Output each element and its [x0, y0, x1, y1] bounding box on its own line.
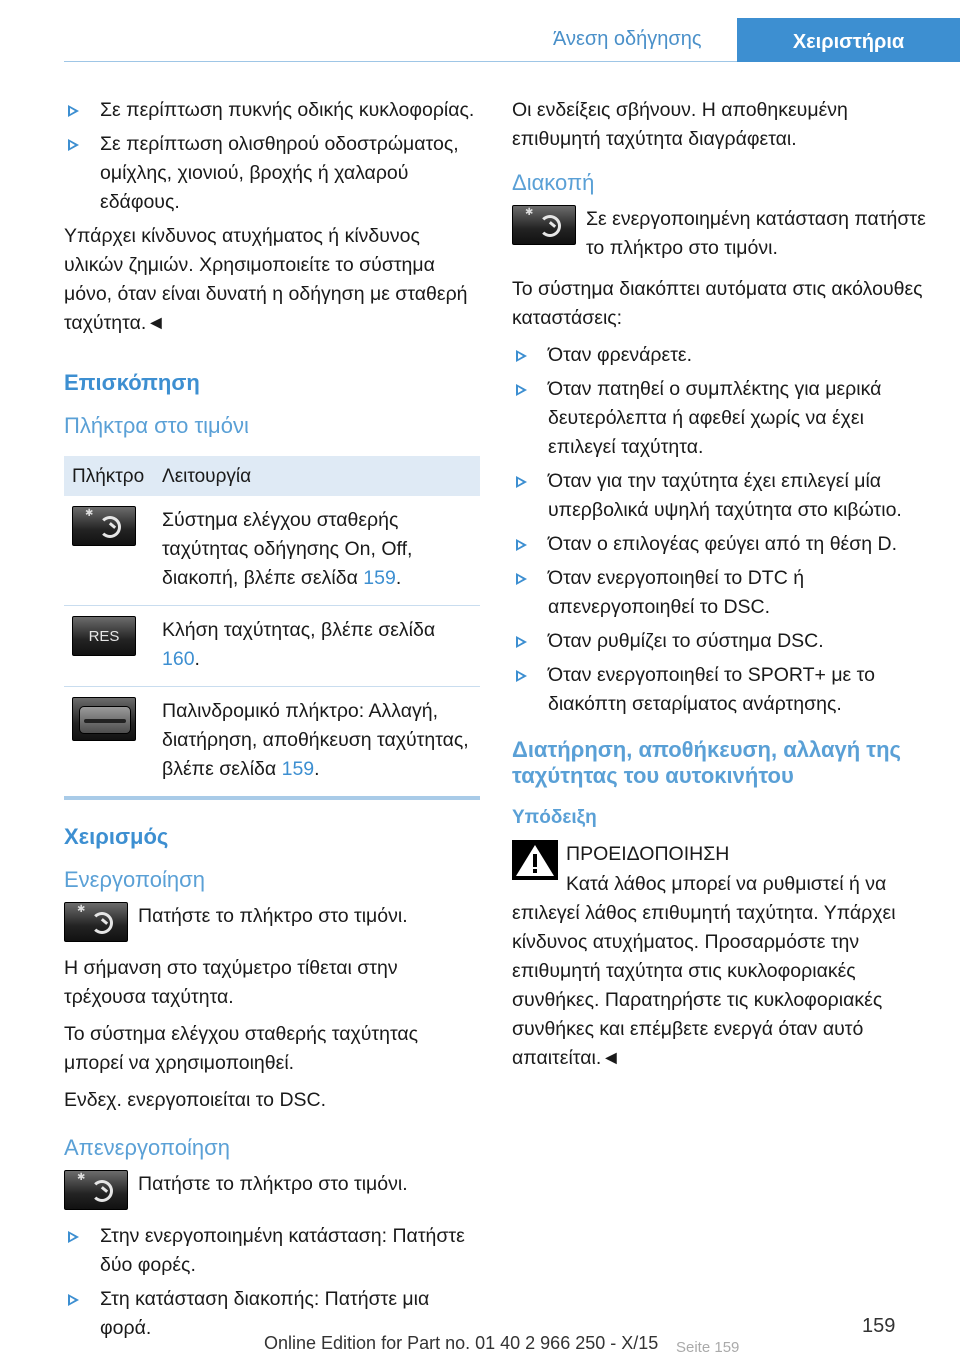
deactivation-heading: Απενεργοποίηση [64, 1135, 230, 1160]
list-item: Όταν ο επιλογέας φεύγει από τη θέση D. [512, 530, 928, 559]
cruise-control-icon: ✱ [64, 1170, 128, 1210]
list-item: Όταν ενεργοποιηθεί το DTC ή απενεργοποιηθεί το DSC. [512, 564, 928, 622]
table-header-button: Πλήκτρο [64, 456, 154, 496]
watermark: Seite 159 [676, 1339, 740, 1356]
cruise-control-icon: ✱ [512, 205, 576, 245]
cruise-control-icon: ✱ [64, 902, 128, 942]
bullet-triangle-icon [68, 1294, 79, 1306]
list-item: Όταν φρενάρετε. [512, 341, 928, 370]
table-row: RES Κλήση ταχύτητας, βλέπε σελίδα 160. [64, 606, 480, 687]
page-header [0, 0, 960, 62]
list-item: Στη κατάσταση διακοπής: Πατήστε μια φορά. [64, 1285, 480, 1343]
page-number: 159 [862, 1315, 896, 1337]
page-footer [0, 1313, 960, 1356]
section-title: Άνεση οδήγησης [553, 28, 702, 50]
bullet-triangle-icon [68, 105, 79, 117]
interrupt-instruction: ✱ Σε ενεργοποιημένη κατάσταση πατήστε το πλήκτρο στο τιμόνι. [512, 205, 928, 263]
bullet-triangle-icon [516, 384, 527, 396]
warning-title: ΠΡΟΕΙΔΟΠΟΙΗΣΗ [566, 843, 730, 865]
rocker-switch-icon [72, 697, 136, 741]
bullet-triangle-icon [516, 573, 527, 585]
bullet-triangle-icon [516, 636, 527, 648]
paragraph: Οι ενδείξεις σβήνουν. Η αποθηκευμένη επιθυμητή ταχύτητα διαγράφεται. [512, 99, 848, 150]
list-item: Όταν ρυθμίζει το σύστημα DSC. [512, 627, 928, 656]
list-item: Όταν πατηθεί ο συμπλέκτης για μερικά δευτερόλεπτα ή αφεθεί χωρίς να έχει επιλεγεί ταχύτητα. [512, 375, 928, 462]
paragraph: Η σήμανση στο ταχύμετρο τίθεται στην τρέχουσα ταχύτητα. [64, 957, 398, 1008]
bullet-triangle-icon [516, 670, 527, 682]
bullet-triangle-icon [68, 1231, 79, 1243]
page-link[interactable]: 159 [363, 567, 396, 589]
bullet-triangle-icon [516, 350, 527, 362]
interrupt-heading: Διακοπή [512, 170, 595, 195]
paragraph: Το σύστημα ελέγχου σταθερής ταχύτητας μπορεί να χρησιμοποιηθεί. [64, 1023, 419, 1074]
left-column [64, 96, 480, 1348]
table-header-function: Λειτουργία [154, 456, 480, 496]
list-item: Σε περίπτωση ολισθηρού οδοστρώματος, ομίχλης, χιονιού, βροχής ή χαλαρού εδάφους. [64, 130, 480, 217]
buttons-heading: Πλήκτρα στο τιμόνι [64, 413, 249, 438]
overview-heading: Επισκόπηση [64, 370, 200, 395]
maintain-heading: Διατήρηση, αποθήκευση, αλλαγή της ταχύτητας του αυτοκινήτου [512, 737, 901, 788]
warning-text: Κατά λάθος μπορεί να ρυθμιστεί ή να επιλεγεί λάθος επιθυμητή ταχύτητα. Υπάρχει κίνδυνος ατυχήματος. Προσαρμόστε την επιθυμητή ταχύτητα στις κυκλοφοριακές συνθήκες. Παρατηρήστε τις κυκλοφοριακές συνθήκες και επέμβετε ενεργά όταν αυτό απαιτείται.◄ [512, 873, 896, 1069]
bullet-triangle-icon [516, 539, 527, 551]
edition-text: Online Edition for Part no. 01 40 2 966 250 - X/15 [264, 1333, 659, 1353]
buttons-table [64, 456, 480, 800]
warning-triangle-icon [512, 840, 558, 880]
table-row: Παλινδρομικό πλήκτρο: Αλλαγή, διατήρηση, αποθήκευση ταχύτητας, βλέπε σελίδα 159. [64, 687, 480, 799]
list-item: Στην ενεργοποιημένη κατάσταση: Πατήστε δύο φορές. [64, 1222, 480, 1280]
list-item: Όταν για την ταχύτητα έχει επιλεγεί μία υπερβολικά υψηλή ταχύτητα στο κιβώτιο. [512, 467, 928, 525]
activation-instruction: ✱ Πατήστε το πλήκτρο στο τιμόνι. [64, 902, 480, 942]
bullet-triangle-icon [68, 139, 79, 151]
bullet-triangle-icon [516, 476, 527, 488]
paragraph: Το σύστημα διακόπτει αυτόματα στις ακόλουθες καταστάσεις: [512, 278, 923, 329]
chapter-tab[interactable]: Χειριστήρια [737, 18, 960, 62]
res-button-icon: RES [72, 616, 136, 656]
table-row: ✱ Σύστημα ελέγχου σταθερής ταχύτητας οδήγησης On, Off, διακοπή, βλέπε σελίδα 159. [64, 496, 480, 606]
paragraph: Ενδεχ. ενεργοποιείται το DSC. [64, 1089, 327, 1111]
cruise-control-icon: ✱ [72, 506, 136, 546]
right-column [512, 96, 928, 1081]
deactivation-instruction: ✱ Πατήστε το πλήκτρο στο τιμόνι. [64, 1170, 480, 1210]
header-rule [64, 61, 737, 62]
page-link[interactable]: 160 [162, 648, 195, 670]
operation-heading: Χειρισμός [64, 824, 169, 849]
danger-text: Υπάρχει κίνδυνος ατυχήματος ή κίνδυνος υλικών ζημιών. Χρησιμοποιείτε το σύστημα μόνο, όταν είναι δυνατή η οδήγηση με σταθερή ταχύτητα.◄ [64, 225, 468, 334]
page-link[interactable]: 159 [281, 758, 315, 780]
list-item: Όταν ενεργοποιηθεί το SPORT+ με το διακόπτη σεταρίματος ανάρτησης. [512, 661, 928, 719]
list-item: Σε περίπτωση πυκνής οδικής κυκλοφορίας. [64, 96, 480, 125]
activation-heading: Ενεργοποίηση [64, 867, 205, 892]
hint-heading: Υπόδειξη [512, 807, 597, 828]
